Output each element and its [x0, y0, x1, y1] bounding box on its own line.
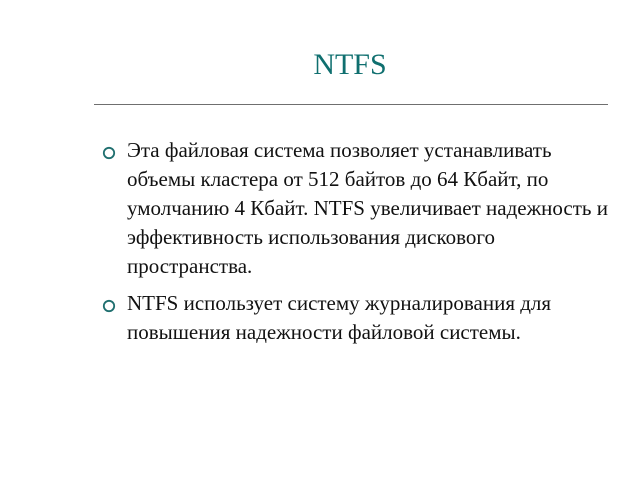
hollow-circle-bullet-icon — [100, 138, 118, 167]
bullet-item — [100, 289, 610, 347]
title-divider — [94, 104, 608, 105]
bullet-item — [100, 136, 610, 281]
hollow-circle-bullet-icon — [100, 291, 118, 320]
slide-title: NTFS — [313, 48, 387, 81]
bullet-text: NTFS использует систему журналирования для повышения надежности файловой системы. — [127, 291, 552, 344]
bullet-text: Эта файловая система позволяет устанавливать объемы кластера от 512 байтов до 64 Кбайт, по умолчанию 4 Кбайт. NTFS увеличивает надежность и эффективность использования дискового пространства. — [127, 138, 608, 278]
bullet-list — [100, 136, 610, 355]
